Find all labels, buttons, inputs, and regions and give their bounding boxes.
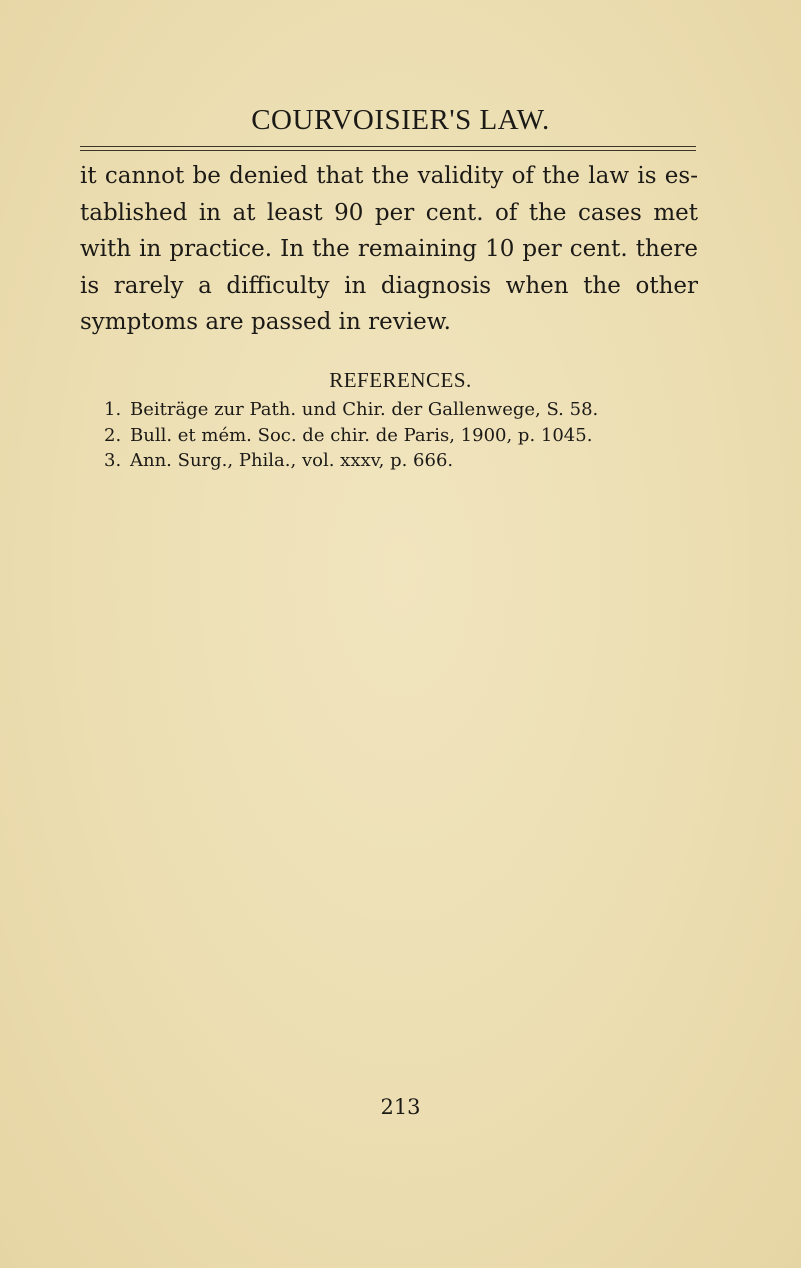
references-list [104, 397, 704, 474]
body-paragraph: it cannot be denied that the validity of the law is es- tablished in at least 90 per cent. of the cases met with in practice. In the remaining 10 per cent. there is rarely a difficulty in diagnosis when the other symptoms are passed in review. [80, 163, 698, 335]
reference-text: Bull. et mém. Soc. de chir. de Paris, 1900, p. 1045. [130, 424, 593, 446]
reference-number: 2. [104, 424, 122, 446]
running-head: COURVOISIER'S LAW. [251, 104, 550, 136]
reference-number: 3. [104, 450, 122, 471]
page-number: 213 [380, 1095, 421, 1119]
header-double-rule [80, 146, 696, 151]
reference-item [104, 423, 704, 449]
reference-text: Beiträge zur Path. und Chir. der Gallenwege, S. 58. [130, 399, 599, 420]
references-heading: REFERENCES. [329, 368, 472, 392]
reference-item [104, 448, 704, 474]
reference-item [104, 397, 704, 423]
reference-text: Ann. Surg., Phila., vol. xxxv, p. 666. [130, 450, 454, 471]
reference-number: 1. [104, 399, 122, 420]
